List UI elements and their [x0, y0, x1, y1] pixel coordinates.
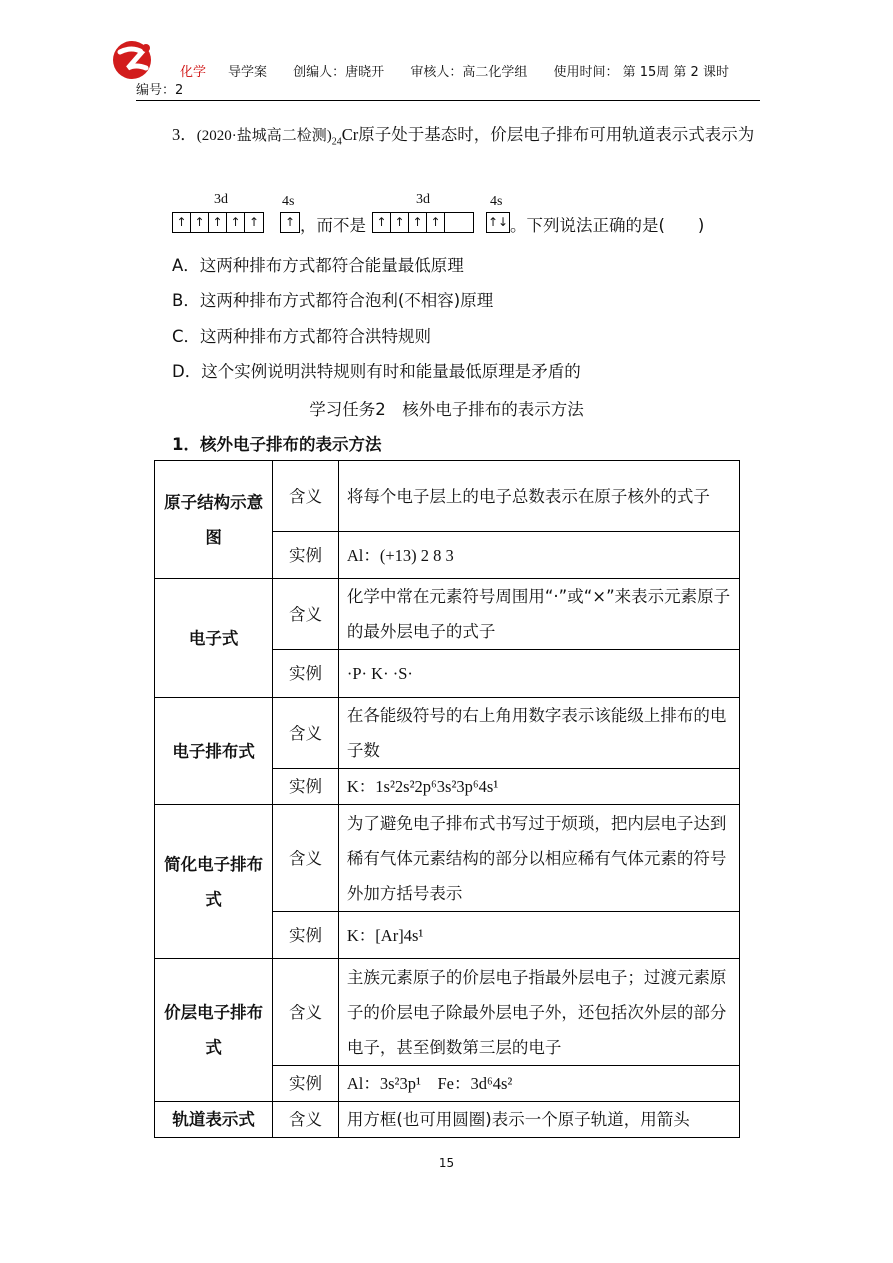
section-subtitle: 1．核外电子排布的表示方法 [172, 435, 382, 454]
example-label: 实例 [273, 1066, 339, 1102]
correct-4s-box: ↑ [280, 212, 300, 233]
header-author: 创编人：唐晓开 [293, 65, 385, 80]
example-label: 实例 [273, 912, 339, 959]
example-text: Al：(+13) 2 8 3 [338, 532, 739, 579]
meaning-label: 含义 [273, 1102, 339, 1138]
example-text: ·P· K· ·S· [338, 650, 739, 698]
example-text: Al：3s²3p¹ Fe：3d⁶4s² [338, 1066, 739, 1102]
meaning-text: 用方框(也可用圆圈)表示一个原子轨道，用箭头 [338, 1102, 739, 1138]
meaning-label: 含义 [273, 805, 339, 912]
table-row [155, 805, 740, 912]
header-time: 使用时间： 第 15周 第 2 课时 [553, 65, 729, 80]
meaning-label: 含义 [273, 579, 339, 650]
meaning-text: 为了避免电子排布式书写过于烦琐，把内层电子达到稀有气体元素结构的部分以相应稀有气体元素的符号外加方括号表示 [338, 805, 739, 912]
option-d: D．这个实例说明洪特规则有时和能量最低原理是矛盾的 [172, 362, 581, 381]
header-title: 化学 导学案 [180, 65, 268, 80]
header-reviewer: 审核人：高二化学组 [410, 65, 528, 80]
table-row [155, 1102, 740, 1138]
table-row [155, 959, 740, 1066]
example-label: 实例 [273, 769, 339, 805]
row-category: 价层电子排布式 [155, 959, 273, 1102]
option-b: B．这两种排布方式都符合泡利(不相容)原理 [172, 291, 494, 310]
correct-3d-boxes: ↑ ↑ ↑ ↑ ↑ [172, 212, 264, 233]
meaning-text: 主族元素原子的价层电子指最外层电子；过渡元素原子的价层电子除最外层电子外，还包括次外层的部分电子，甚至倒数第三层的电子 [338, 959, 739, 1066]
option-c: C．这两种排布方式都符合洪特规则 [172, 327, 432, 346]
notation-table [154, 460, 740, 1138]
header-number: 编号：2 [136, 83, 184, 98]
question-stem: 3．(2020·盐城高二检测)$_{24}Cr$原子处于基态时，价层电子排布可用轨道表示式表示为 [172, 125, 755, 148]
example-label: 实例 [273, 532, 339, 579]
page-number: 15 [438, 1156, 455, 1170]
row-category: 电子排布式 [155, 698, 273, 805]
section-title: 学习任务2 核外电子排布的表示方法 [309, 400, 584, 419]
table-row [155, 579, 740, 650]
school-logo [110, 38, 158, 82]
row-category: 轨道表示式 [155, 1102, 273, 1138]
row-category: 原子结构示意图 [155, 461, 273, 579]
meaning-label: 含义 [273, 461, 339, 532]
meaning-text: 在各能级符号的右上角用数字表示该能级上排布的电子数 [338, 698, 739, 769]
example-text: K：[Ar]4s¹ [338, 912, 739, 959]
meaning-label: 含义 [273, 959, 339, 1066]
orbital-diagrams: 3d 4s ↑ ↑ ↑ ↑ ↑ ↑ ，而不是 3d 4s ↑ ↑ ↑ ↑ ↑↓ 。下列说法正确的是( ) [172, 192, 772, 240]
row-category: 简化电子排布式 [155, 805, 273, 959]
table-row [155, 461, 740, 532]
example-text: K：1s²2s²2p⁶3s²3p⁶4s¹ [338, 769, 739, 805]
wrong-3d-boxes: ↑ ↑ ↑ ↑ [372, 212, 474, 233]
meaning-text: 将每个电子层上的电子总数表示在原子核外的式子 [338, 461, 739, 532]
meaning-label: 含义 [273, 698, 339, 769]
row-category: 电子式 [155, 579, 273, 698]
option-a: A．这两种排布方式都符合能量最低原理 [172, 256, 464, 275]
meaning-text: 化学中常在元素符号周围用“·”或“×”来表示元素原子的最外层电子的式子 [338, 579, 739, 650]
table-row [155, 698, 740, 769]
example-label: 实例 [273, 650, 339, 698]
wrong-4s-box: ↑↓ [486, 212, 510, 233]
header-rule [136, 100, 760, 101]
